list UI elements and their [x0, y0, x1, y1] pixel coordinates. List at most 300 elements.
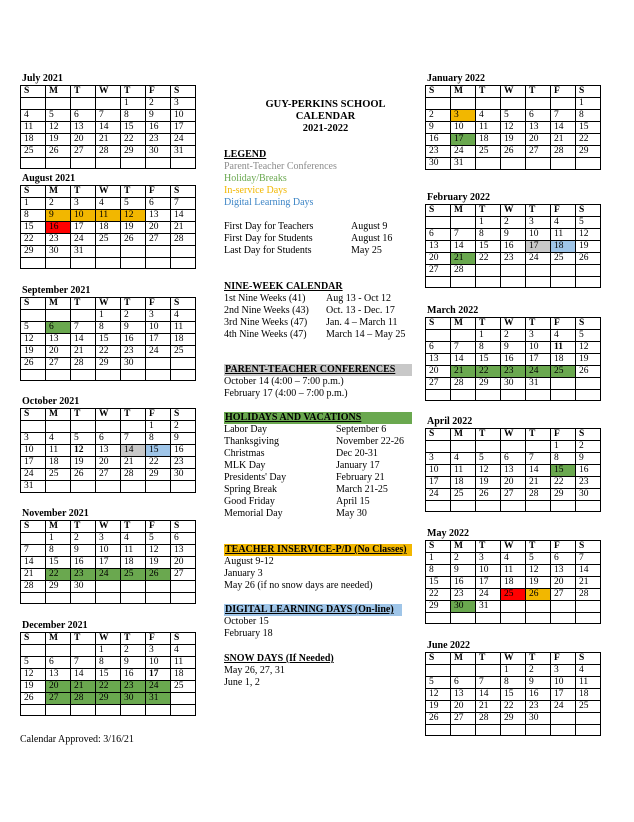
weekday-header-row: [21, 633, 196, 645]
day-cell: 9: [121, 322, 146, 334]
month-calendar: [20, 285, 196, 381]
day-cell: 17: [71, 222, 96, 234]
month-title: November 2021: [22, 508, 89, 519]
week-row: [426, 122, 601, 134]
day-cell: 19: [426, 701, 451, 713]
week-row: [21, 693, 196, 705]
day-cell: 6: [526, 110, 551, 122]
month-calendar: [20, 73, 196, 169]
day-cell: 21: [71, 346, 96, 358]
day-cell: [501, 277, 526, 288]
holiday-row: [224, 472, 412, 484]
day-cell: [476, 277, 501, 288]
week-row: [21, 334, 196, 346]
nine-week-heading: NINE-WEEK CALENDAR: [224, 281, 343, 292]
day-cell: 10: [451, 122, 476, 134]
holiday-row-value: March 21-25: [336, 484, 388, 495]
day-cell: 28: [71, 358, 96, 370]
day-cell: [451, 98, 476, 110]
day-cell: [146, 705, 171, 716]
day-cell: 29: [146, 469, 171, 481]
day-cell: 17: [171, 122, 196, 134]
day-cell: [526, 441, 551, 453]
weekday-header: T: [121, 186, 146, 198]
week-row: [426, 665, 601, 677]
month-title: December 2021: [22, 620, 88, 631]
month-title: May 2022: [427, 528, 469, 539]
day-cell: 13: [501, 465, 526, 477]
week-row: [426, 553, 601, 565]
day-cell: [71, 258, 96, 269]
day-cell: 26: [71, 469, 96, 481]
day-cell: 11: [576, 677, 601, 689]
day-cell: [451, 441, 476, 453]
day-cell: 26: [426, 713, 451, 725]
day-cell: [476, 725, 501, 736]
week-row: [426, 366, 601, 378]
weekday-header: T: [71, 633, 96, 645]
day-cell: 15: [551, 465, 576, 477]
day-cell: 23: [526, 701, 551, 713]
day-cell: [71, 158, 96, 169]
day-cell: 4: [551, 330, 576, 342]
day-cell: 4: [501, 553, 526, 565]
nine-week-row: [224, 305, 414, 317]
day-cell: [121, 705, 146, 716]
day-cell: 15: [476, 354, 501, 366]
month-title: October 2021: [22, 396, 80, 407]
ptc-line: February 17 (4:00 – 7:00 p.m.): [224, 388, 348, 399]
inservice-heading: TEACHER INSERVICE-P/D (No Classes): [224, 544, 412, 556]
day-cell: [576, 378, 601, 390]
week-row: [426, 577, 601, 589]
day-cell: 19: [21, 681, 46, 693]
day-cell: [526, 277, 551, 288]
day-cell: 26: [146, 569, 171, 581]
day-cell: [71, 421, 96, 433]
weekday-header: T: [121, 521, 146, 533]
day-cell: 11: [46, 445, 71, 457]
day-cell: 17: [476, 577, 501, 589]
week-row: [21, 310, 196, 322]
day-cell: 27: [526, 146, 551, 158]
day-cell: 22: [501, 701, 526, 713]
week-row: [426, 134, 601, 146]
weekday-header: F: [146, 298, 171, 310]
day-cell: [576, 725, 601, 736]
day-cell: 7: [576, 553, 601, 565]
month-grid: [425, 540, 601, 624]
month-title: July 2021: [22, 73, 63, 84]
week-row: [21, 481, 196, 493]
key-dates-list: [224, 221, 414, 257]
weekday-header: T: [121, 298, 146, 310]
day-cell: 15: [426, 577, 451, 589]
day-cell: 22: [426, 589, 451, 601]
weekday-header: T: [526, 318, 551, 330]
weekday-header: S: [21, 521, 46, 533]
day-cell: [526, 613, 551, 624]
day-cell: 29: [96, 358, 121, 370]
week-row: [426, 158, 601, 170]
nine-week-row-label: 1st Nine Weeks (41): [224, 293, 306, 304]
day-cell: 11: [551, 229, 576, 241]
day-cell: 22: [476, 253, 501, 265]
day-cell: 10: [476, 565, 501, 577]
week-row: [426, 229, 601, 241]
day-cell: 11: [21, 122, 46, 134]
day-cell: 29: [46, 581, 71, 593]
day-cell: [171, 246, 196, 258]
day-cell: [501, 441, 526, 453]
day-cell: 1: [476, 330, 501, 342]
week-row: [426, 441, 601, 453]
day-cell: 31: [21, 481, 46, 493]
digital-line: October 15: [224, 616, 269, 627]
weekday-header: W: [501, 318, 526, 330]
day-cell: [121, 593, 146, 604]
day-cell: 4: [551, 217, 576, 229]
day-cell: 12: [21, 334, 46, 346]
day-cell: [426, 441, 451, 453]
holidays-section: [224, 412, 412, 520]
day-cell: 9: [501, 229, 526, 241]
week-row: [21, 593, 196, 604]
day-cell: 19: [526, 577, 551, 589]
week-row: [21, 569, 196, 581]
day-cell: 17: [451, 134, 476, 146]
day-cell: 28: [451, 265, 476, 277]
day-cell: 8: [576, 110, 601, 122]
weekday-header: S: [576, 541, 601, 553]
day-cell: 4: [476, 110, 501, 122]
day-cell: 24: [146, 346, 171, 358]
day-cell: 3: [171, 98, 196, 110]
day-cell: 22: [46, 569, 71, 581]
day-cell: 6: [96, 433, 121, 445]
day-cell: [146, 258, 171, 269]
day-cell: 10: [171, 110, 196, 122]
day-cell: 8: [501, 677, 526, 689]
day-cell: 16: [526, 689, 551, 701]
day-cell: 30: [121, 358, 146, 370]
day-cell: 24: [426, 489, 451, 501]
month-calendar: [20, 173, 196, 269]
weekday-header: T: [71, 86, 96, 98]
day-cell: 15: [576, 122, 601, 134]
month-grid: [425, 652, 601, 736]
week-row: [21, 645, 196, 657]
month-calendar: [425, 416, 601, 512]
weekday-header: M: [46, 186, 71, 198]
day-cell: [46, 645, 71, 657]
day-cell: 2: [171, 421, 196, 433]
day-cell: [46, 421, 71, 433]
day-cell: 23: [121, 346, 146, 358]
day-cell: 22: [146, 457, 171, 469]
day-cell: [476, 158, 501, 170]
day-cell: [121, 370, 146, 381]
day-cell: 29: [121, 146, 146, 158]
day-cell: 7: [451, 342, 476, 354]
day-cell: 7: [526, 453, 551, 465]
weekday-header: W: [501, 86, 526, 98]
day-cell: 26: [476, 489, 501, 501]
day-cell: 7: [551, 110, 576, 122]
holiday-row: [224, 460, 412, 472]
day-cell: 25: [171, 346, 196, 358]
weekday-header: T: [476, 429, 501, 441]
day-cell: [426, 98, 451, 110]
day-cell: 11: [171, 657, 196, 669]
weekday-header: T: [476, 86, 501, 98]
holiday-row: [224, 448, 412, 460]
week-row: [21, 110, 196, 122]
day-cell: 31: [476, 601, 501, 613]
nine-week-section: [224, 281, 414, 341]
day-cell: 31: [171, 146, 196, 158]
day-cell: [576, 158, 601, 170]
month-grid: [20, 408, 196, 493]
day-cell: 25: [501, 589, 526, 601]
day-cell: [96, 581, 121, 593]
holiday-row-label: Christmas: [224, 448, 265, 459]
day-cell: 14: [451, 354, 476, 366]
day-cell: 22: [96, 681, 121, 693]
holiday-row-label: Good Friday: [224, 496, 275, 507]
day-cell: 15: [21, 222, 46, 234]
day-cell: 1: [476, 217, 501, 229]
day-cell: 2: [71, 533, 96, 545]
day-cell: 11: [551, 342, 576, 354]
week-row: [426, 489, 601, 501]
day-cell: 17: [551, 689, 576, 701]
day-cell: 21: [526, 477, 551, 489]
snow-heading: SNOW DAYS (If Needed): [224, 653, 334, 664]
day-cell: 8: [426, 565, 451, 577]
weekday-header: T: [526, 205, 551, 217]
weekday-header-row: [426, 429, 601, 441]
weekday-header: F: [146, 186, 171, 198]
holiday-row-label: Memorial Day: [224, 508, 283, 519]
weekday-header: S: [171, 186, 196, 198]
weekday-header: S: [576, 205, 601, 217]
weekday-header: F: [551, 318, 576, 330]
nine-week-row-value: Aug 13 - Oct 12: [326, 293, 391, 304]
week-row: [21, 346, 196, 358]
day-cell: [71, 370, 96, 381]
week-row: [21, 681, 196, 693]
day-cell: [551, 501, 576, 512]
day-cell: 13: [426, 354, 451, 366]
day-cell: 14: [476, 689, 501, 701]
nine-week-row-value: Oct. 13 - Dec. 17: [326, 305, 395, 316]
day-cell: 21: [121, 457, 146, 469]
day-cell: 12: [21, 669, 46, 681]
day-cell: [476, 613, 501, 624]
day-cell: 21: [451, 366, 476, 378]
day-cell: [121, 581, 146, 593]
day-cell: 26: [121, 234, 146, 246]
day-cell: 7: [476, 677, 501, 689]
day-cell: 19: [476, 477, 501, 489]
day-cell: 18: [476, 134, 501, 146]
week-row: [426, 589, 601, 601]
day-cell: 22: [96, 346, 121, 358]
day-cell: 4: [121, 533, 146, 545]
day-cell: 3: [71, 198, 96, 210]
month-grid: [20, 185, 196, 269]
day-cell: [501, 601, 526, 613]
weekday-header: S: [426, 541, 451, 553]
day-cell: 19: [501, 134, 526, 146]
day-cell: 27: [451, 713, 476, 725]
holiday-row: [224, 424, 412, 436]
day-cell: [96, 246, 121, 258]
week-row: [21, 705, 196, 716]
weekday-header: W: [501, 429, 526, 441]
day-cell: [171, 581, 196, 593]
day-cell: 4: [96, 198, 121, 210]
day-cell: 29: [501, 713, 526, 725]
day-cell: 23: [71, 569, 96, 581]
day-cell: 3: [451, 110, 476, 122]
day-cell: 18: [96, 222, 121, 234]
day-cell: 14: [171, 210, 196, 222]
day-cell: 5: [476, 453, 501, 465]
day-cell: [96, 370, 121, 381]
holiday-row-value: September 6: [336, 424, 387, 435]
day-cell: 30: [71, 581, 96, 593]
day-cell: [21, 645, 46, 657]
day-cell: 17: [146, 669, 171, 681]
month-grid: [425, 317, 601, 401]
ptc-heading: PARENT-TEACHER CONFERENCES: [224, 364, 412, 376]
day-cell: [476, 265, 501, 277]
week-row: [426, 354, 601, 366]
nine-week-row: [224, 293, 414, 305]
day-cell: 5: [121, 198, 146, 210]
day-cell: [121, 421, 146, 433]
day-cell: 10: [21, 445, 46, 457]
holiday-row-label: Presidents' Day: [224, 472, 287, 483]
day-cell: [426, 613, 451, 624]
day-cell: 6: [146, 198, 171, 210]
day-cell: 12: [576, 229, 601, 241]
day-cell: 23: [121, 681, 146, 693]
day-cell: 29: [21, 246, 46, 258]
day-cell: 13: [146, 210, 171, 222]
day-cell: 12: [526, 565, 551, 577]
weekday-header-row: [426, 541, 601, 553]
day-cell: 8: [476, 342, 501, 354]
day-cell: 18: [576, 689, 601, 701]
legend: [224, 149, 414, 209]
weekday-header: T: [121, 409, 146, 421]
weekday-header: W: [501, 653, 526, 665]
day-cell: 7: [96, 110, 121, 122]
day-cell: 22: [121, 134, 146, 146]
weekday-header: T: [476, 205, 501, 217]
day-cell: 25: [171, 681, 196, 693]
day-cell: 17: [96, 557, 121, 569]
week-row: [426, 613, 601, 624]
day-cell: [526, 501, 551, 512]
week-row: [426, 253, 601, 265]
weekday-header: F: [551, 653, 576, 665]
day-cell: 24: [526, 253, 551, 265]
day-cell: 2: [46, 198, 71, 210]
day-cell: 7: [451, 229, 476, 241]
day-cell: [121, 246, 146, 258]
day-cell: [21, 310, 46, 322]
day-cell: 9: [501, 342, 526, 354]
day-cell: [576, 601, 601, 613]
day-cell: [476, 98, 501, 110]
weekday-header: S: [171, 409, 196, 421]
day-cell: [426, 390, 451, 401]
day-cell: 2: [121, 310, 146, 322]
day-cell: 5: [71, 433, 96, 445]
holiday-row: [224, 436, 412, 448]
weekday-header: T: [71, 298, 96, 310]
week-row: [21, 158, 196, 169]
legend-item: Holiday/Breaks: [224, 173, 287, 184]
day-cell: 26: [21, 693, 46, 705]
day-cell: 4: [46, 433, 71, 445]
month-calendar: [425, 192, 601, 288]
day-cell: 19: [146, 557, 171, 569]
day-cell: 5: [576, 217, 601, 229]
day-cell: 14: [121, 445, 146, 457]
day-cell: 9: [171, 433, 196, 445]
key-date-value: May 25: [351, 245, 382, 256]
week-row: [426, 330, 601, 342]
day-cell: 21: [71, 681, 96, 693]
day-cell: 20: [46, 681, 71, 693]
day-cell: 6: [426, 342, 451, 354]
day-cell: 21: [551, 134, 576, 146]
day-cell: [171, 258, 196, 269]
day-cell: 20: [526, 134, 551, 146]
day-cell: [526, 98, 551, 110]
day-cell: 15: [146, 445, 171, 457]
day-cell: 25: [551, 366, 576, 378]
snow-line: May 26, 27, 31: [224, 665, 285, 676]
month-calendar: [425, 640, 601, 736]
day-cell: 17: [426, 477, 451, 489]
day-cell: 25: [476, 146, 501, 158]
day-cell: [21, 533, 46, 545]
month-title: March 2022: [427, 305, 479, 316]
weekday-header-row: [21, 186, 196, 198]
day-cell: [146, 581, 171, 593]
week-row: [21, 545, 196, 557]
weekday-header: M: [46, 298, 71, 310]
weekday-header-row: [21, 521, 196, 533]
day-cell: 27: [171, 569, 196, 581]
week-row: [426, 689, 601, 701]
day-cell: 8: [121, 110, 146, 122]
day-cell: [501, 613, 526, 624]
day-cell: 3: [146, 645, 171, 657]
weekday-header: W: [501, 205, 526, 217]
week-row: [426, 601, 601, 613]
day-cell: [46, 705, 71, 716]
day-cell: [551, 713, 576, 725]
day-cell: 1: [501, 665, 526, 677]
day-cell: 13: [46, 669, 71, 681]
